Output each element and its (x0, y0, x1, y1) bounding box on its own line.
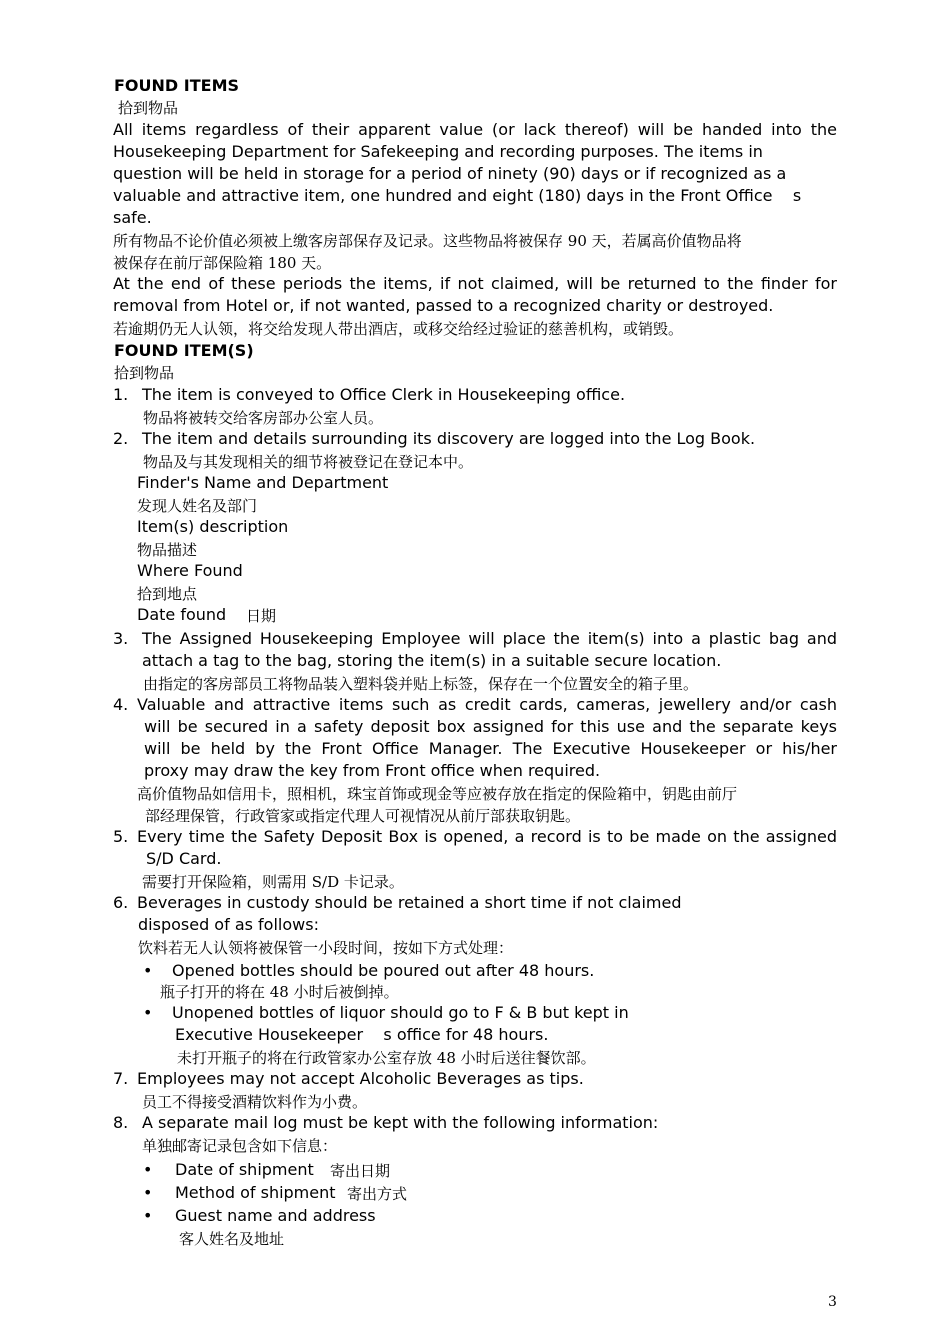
item-6-text: disposed of as follows: (138, 915, 319, 934)
para1-line: safe. (113, 208, 152, 227)
para2-cn: 若逾期仍无人认领，将交给发现人带出酒店，或移交给经过验证的慈善机构，或销毁。 (113, 320, 684, 338)
para1-cn-line: 被保存在前厅部保险箱 180 天。 (113, 254, 332, 272)
bullet: • (143, 1160, 153, 1179)
item-number: 3. (113, 629, 129, 648)
para1-line: valuable and attractive item, one hundred and eight (180) days in the Front Office s (113, 186, 802, 205)
item-number: 8. (113, 1113, 129, 1132)
item-6-bullet-a-cn: 瓶子打开的将在 48 小时后被倒掉。 (160, 983, 399, 1001)
item-1-text: The item is conveyed to Office Clerk in Housekeeping office. (142, 385, 626, 404)
item-8-bullet-guest-cn: 客人姓名及地址 (179, 1230, 285, 1248)
para2-line: removal from Hotel or, if not wanted, passed to a recognized charity or destroyed. (113, 296, 774, 315)
item-6-bullet-b: Executive Housekeeper s office for 48 hours. (175, 1025, 549, 1044)
item-4-cn: 高价值物品如信用卡，照相机，珠宝首饰或现金等应被存放在指定的保险箱中，钥匙由前厅 (137, 785, 738, 803)
log-field-date: Date found (137, 605, 227, 624)
item-8-cn: 单独邮寄记录包含如下信息： (142, 1137, 338, 1155)
item-6-cn: 饮料若无人认领将被保管一小段时间，按如下方式处理： (138, 939, 514, 957)
bullet: • (143, 1183, 153, 1202)
item-5-text: Every time the Safety Deposit Box is opened, a record is to be made on the assigned (137, 827, 837, 846)
item-5-text: S/D Card. (146, 849, 222, 868)
item-3-cn: 由指定的客房部员工将物品装入塑料袋并贴上标签，保存在一个位置安全的箱子里。 (143, 675, 699, 693)
item-1-cn: 物品将被转交给客房部办公室人员。 (143, 409, 384, 427)
bullet: • (143, 1003, 153, 1022)
item-3-text: attach a tag to the bag, storing the item(s) in a suitable secure location. (142, 651, 722, 670)
item-6-bullet-b-cn: 未打开瓶子的将在行政管家办公室存放 48 小时后送往餐饮部。 (177, 1049, 596, 1067)
item-8-text: A separate mail log must be kept with the following information: (142, 1113, 659, 1132)
para1-cn-line: 所有物品不论价值必须被上缴客房部保存及记录。这些物品将被保存 90 天，若属高价值物品将 (113, 232, 742, 250)
item-4-text: Valuable and attractive items such as credit cards, cameras, jewellery and/or cash (137, 695, 837, 714)
item-number: 5. (113, 827, 129, 846)
item-6-bullet-a: Opened bottles should be poured out after 48 hours. (172, 961, 595, 980)
item-2-text: The item and details surrounding its discovery are logged into the Log Book. (142, 429, 756, 448)
item-5-cn: 需要打开保险箱，则需用 S/D 卡记录。 (142, 873, 404, 891)
item-4-text: will be held by the Front Office Manager. The Executive Housekeeper or his/her (144, 739, 837, 758)
item-4-text: proxy may draw the key from Front office when required. (144, 761, 601, 780)
log-field-date-cn: 日期 (246, 607, 277, 625)
page-number: 3 (828, 1294, 837, 1310)
log-field-finder-cn: 发现人姓名及部门 (137, 497, 258, 515)
heading-found-items: FOUND ITEMS (114, 76, 240, 95)
para2-line: At the end of these periods the items, if not claimed, will be returned to the finder for (113, 274, 837, 293)
item-2-cn: 物品及与其发现相关的细节将被登记在登记本中。 (143, 453, 474, 471)
item-7-text: Employees may not accept Alcoholic Beverages as tips. (137, 1069, 584, 1088)
item-6-text: Beverages in custody should be retained a short time if not claimed (137, 893, 682, 912)
bullet: • (143, 961, 153, 980)
log-field-description: Item(s) description (137, 517, 289, 536)
item-8-bullet-method-cn: 寄出方式 (347, 1185, 408, 1203)
item-number: 1. (113, 385, 129, 404)
log-field-where: Where Found (137, 561, 243, 580)
para1-line: All items regardless of their apparent value (or lack thereof) will be handed into the (113, 120, 837, 139)
item-7-cn: 员工不得接受酒精饮料作为小费。 (142, 1093, 368, 1111)
para1-line: Housekeeping Department for Safekeeping and recording purposes. The items in (113, 142, 763, 161)
item-number: 6. (113, 893, 129, 912)
item-8-bullet-method: Method of shipment (175, 1183, 336, 1202)
log-field-finder: Finder's Name and Department (137, 473, 389, 492)
item-4-text: will be secured in a safety deposit box assigned for this use and the separate keys (144, 717, 837, 736)
heading-found-items-s-cn: 拾到物品 (114, 364, 175, 382)
heading-found-items-s: FOUND ITEM(S) (114, 341, 254, 360)
item-4-cn: 部经理保管，行政管家或指定代理人可视情况从前厅部获取钥匙。 (145, 807, 581, 825)
item-6-bullet-b: Unopened bottles of liquor should go to F & B but kept in (172, 1003, 629, 1022)
item-number: 4. (113, 695, 129, 714)
item-8-bullet-guest: Guest name and address (175, 1206, 376, 1225)
log-field-where-cn: 拾到地点 (137, 585, 198, 603)
item-8-bullet-date-cn: 寄出日期 (330, 1162, 391, 1180)
item-number: 7. (113, 1069, 129, 1088)
bullet: • (143, 1206, 153, 1225)
item-number: 2. (113, 429, 129, 448)
item-8-bullet-date: Date of shipment (175, 1160, 314, 1179)
item-3-text: The Assigned Housekeeping Employee will place the item(s) into a plastic bag and (142, 629, 837, 648)
para1-line: question will be held in storage for a period of ninety (90) days or if recognized as a (113, 164, 787, 183)
heading-found-items-cn: 拾到物品 (118, 99, 179, 117)
log-field-description-cn: 物品描述 (137, 541, 198, 559)
